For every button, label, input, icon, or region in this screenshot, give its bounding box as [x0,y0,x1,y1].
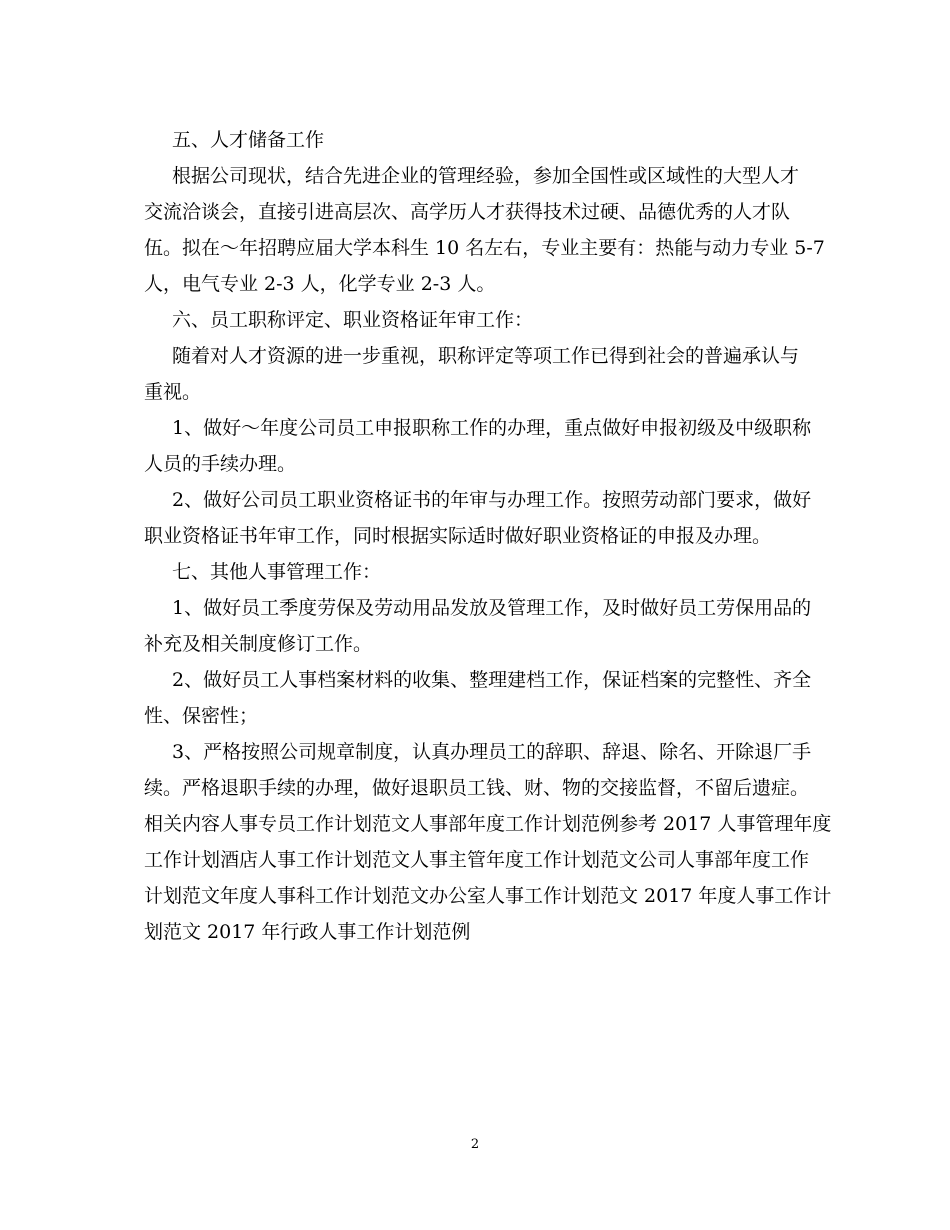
list-item-line: 性、保密性； [144,705,259,727]
related-content-line: 计划范文年度人事科工作计划范文办公室人事工作计划范文 2017 年度人事工作计 [144,885,832,907]
related-content-line: 相关内容人事专员工作计划范文人事部年度工作计划范例参考 2017 人事管理年度 [144,813,832,835]
related-content-line: 划范文 2017 年行政人事工作计划范例 [144,921,471,943]
list-item-line: 1、做好员工季度劳保及劳动用品发放及管理工作，及时做好员工劳保用品的 [172,597,812,619]
list-item-line: 续。严格退职手续的办理，做好退职员工钱、财、物的交接监督，不留后遗症。 [144,777,810,799]
paragraph-line: 重视。 [144,381,202,403]
section-heading-title-evaluation: 六、员工职称评定、职业资格证年审工作： [172,309,534,331]
paragraph-line: 交流洽谈会，直接引进高层次、高学历人才获得技术过硬、品德优秀的人才队 [144,201,791,223]
paragraph-line: 根据公司现状，结合先进企业的管理经验，参加全国性或区域性的大型人才 [172,165,800,187]
list-item-line: 补充及相关制度修订工作。 [144,633,373,655]
list-item-line: 职业资格证书年审工作，同时根据实际适时做好职业资格证的申报及办理。 [144,525,772,547]
paragraph-line: 人，电气专业 2-3 人，化学专业 2-3 人。 [144,273,496,295]
paragraph-line: 伍。拟在～年招聘应届大学本科生 10 名左右，专业主要有：热能与动力专业 5-7 [144,237,825,259]
list-item-line: 2、做好员工人事档案材料的收集、整理建档工作，保证档案的完整性、齐全 [172,669,812,691]
page-number: 2 [470,1137,480,1152]
paragraph-line: 随着对人才资源的进一步重视，职称评定等项工作已得到社会的普遍承认与 [172,345,800,367]
list-item-line: 2、做好公司员工职业资格证书的年审与办理工作。按照劳动部门要求，做好 [172,489,812,511]
list-item-line: 人员的手续办理。 [144,453,297,475]
list-item-line: 1、做好～年度公司员工申报职称工作的办理，重点做好申报初级及中级职称 [172,417,812,439]
list-item-line: 3、严格按照公司规章制度，认真办理员工的辞职、辞退、除名、开除退厂手 [172,741,812,763]
section-heading-talent-reserve: 五、人才储备工作 [172,129,325,151]
section-heading-other-hr-work: 七、其他人事管理工作： [172,561,382,583]
related-content-line: 工作计划酒店人事工作计划范文人事主管年度工作计划范文公司人事部年度工作 [144,849,810,871]
